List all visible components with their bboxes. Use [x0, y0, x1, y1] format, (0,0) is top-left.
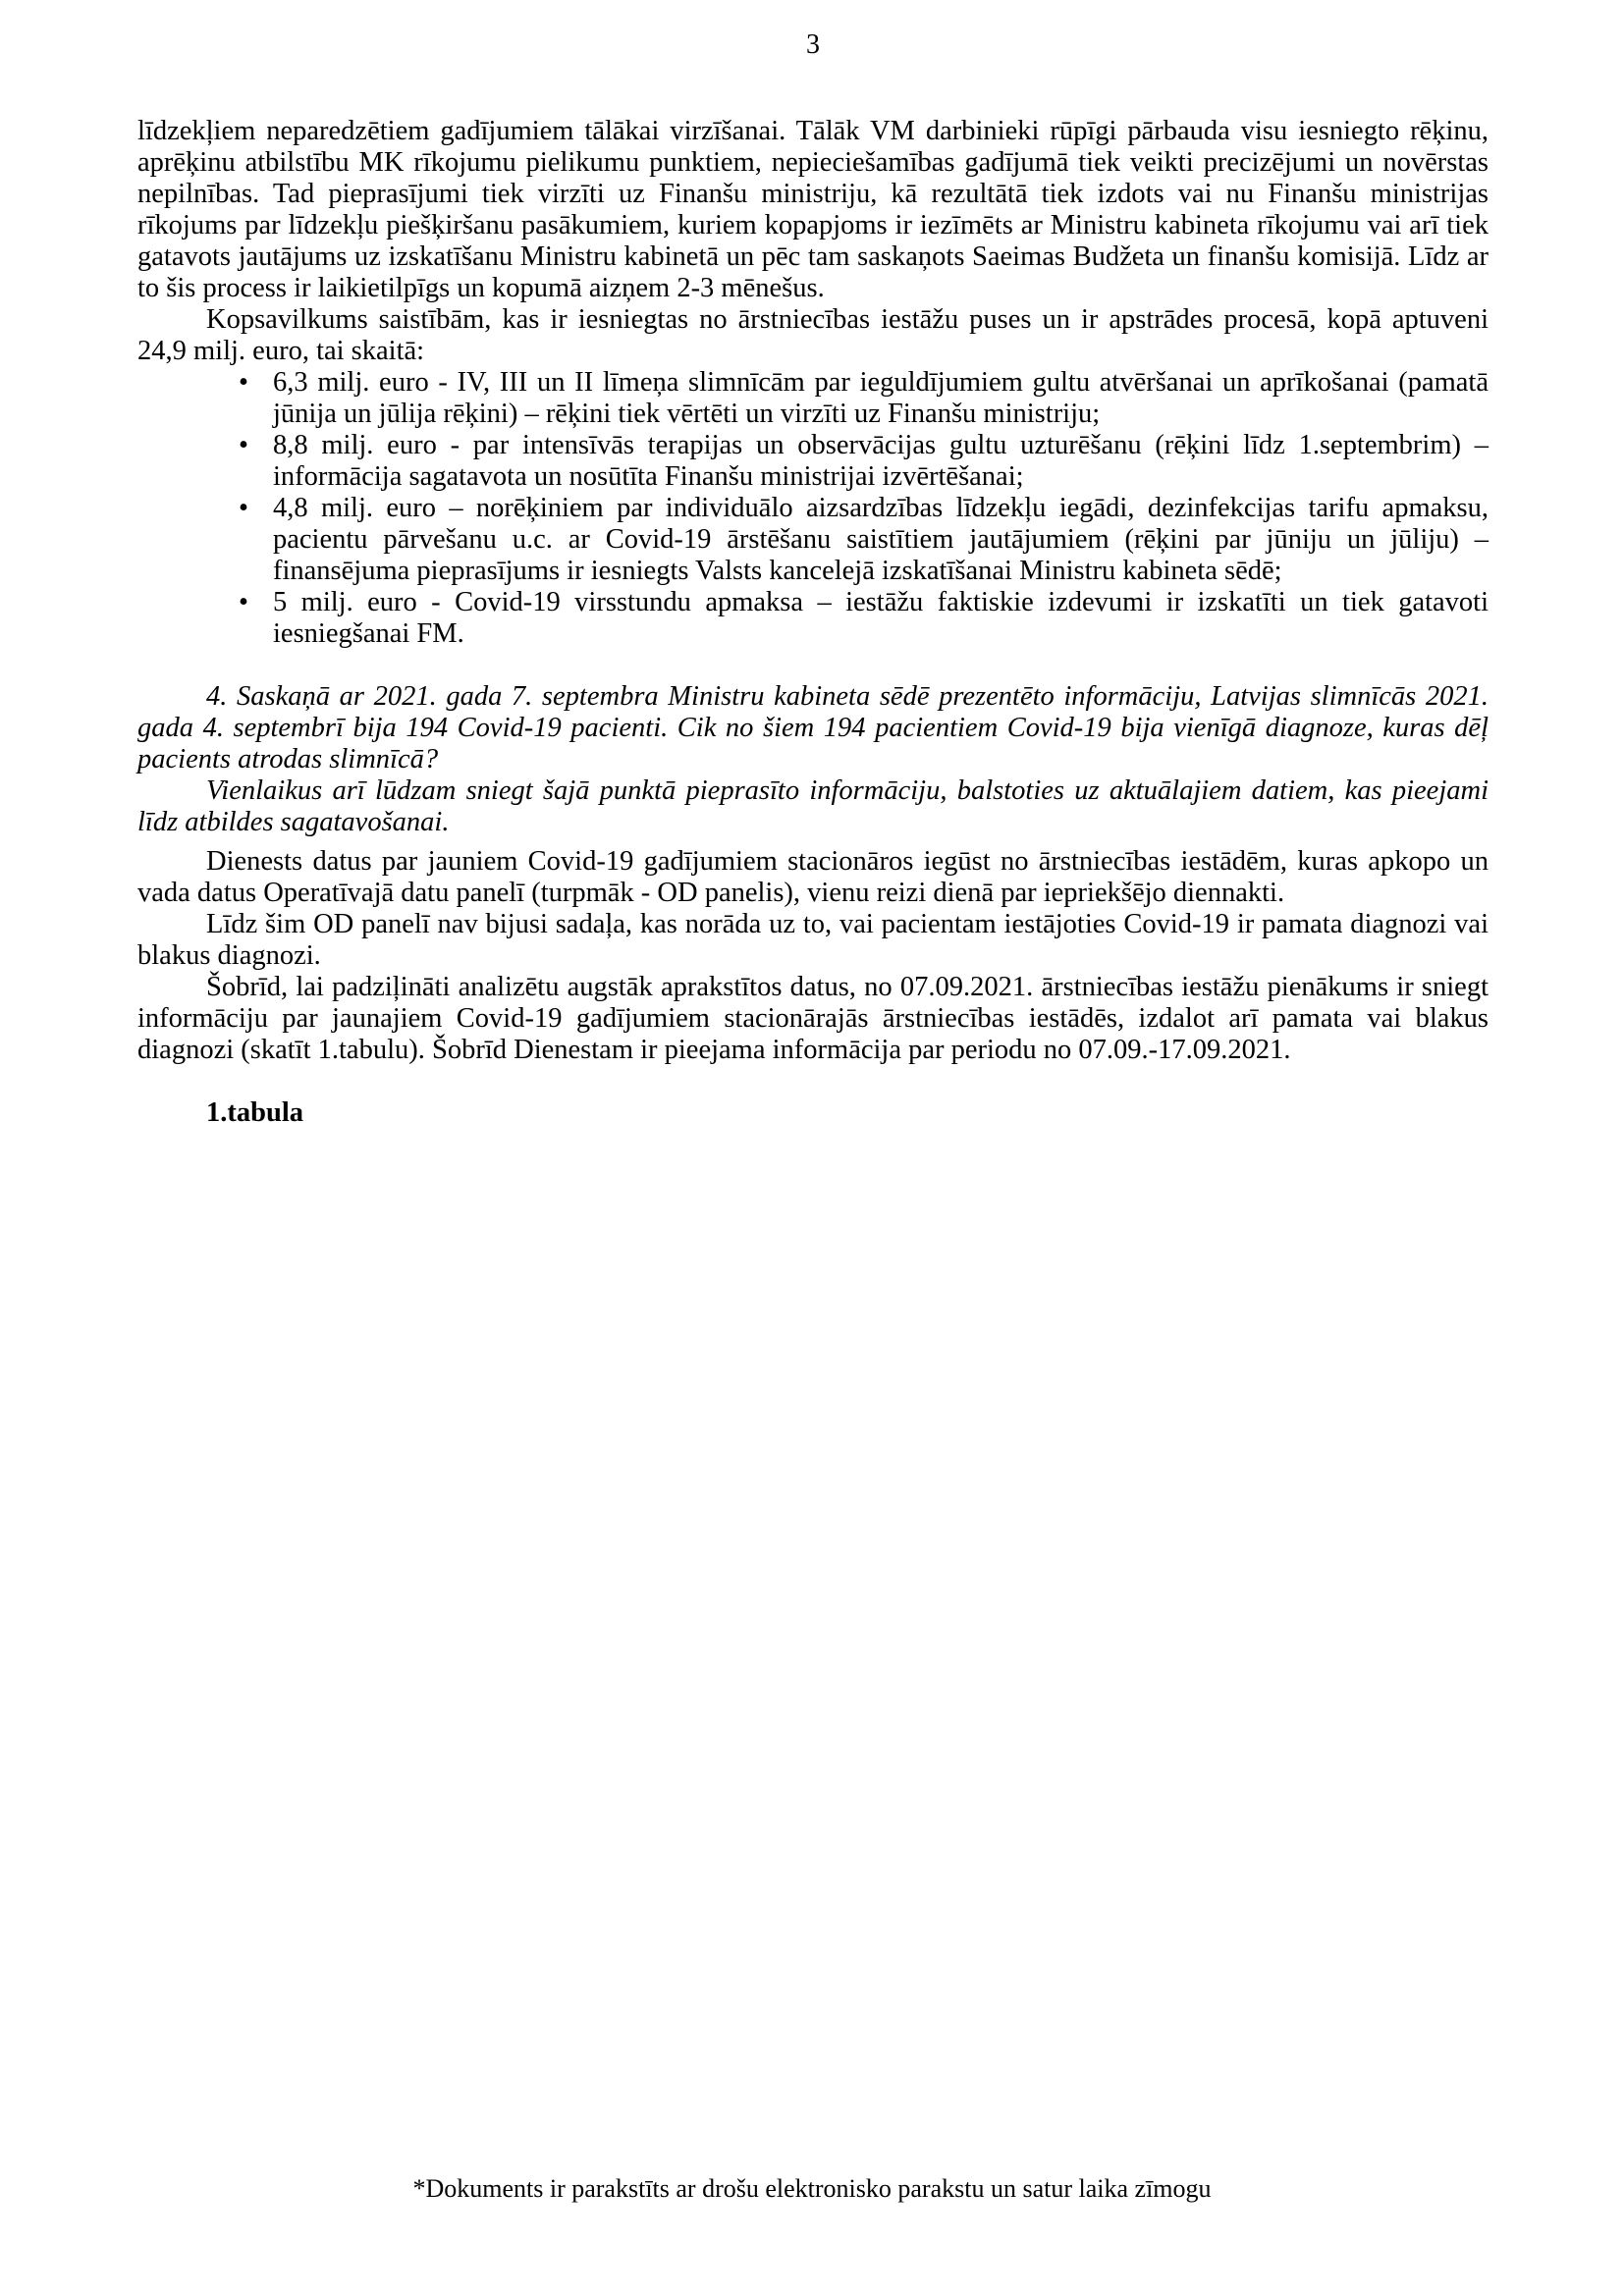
bullet-list: [137, 367, 1489, 650]
paragraph-od-panel: Līdz šim OD panelī nav bijusi sadaļa, kas norāda uz to, vai pacientam iestājoties Covid-19 ir pamata diagnozi vai blakus diagnozi.: [137, 909, 1489, 971]
paragraph-commitments-summary: Kopsavilkums saistībām, kas ir iesniegtas no ārstniecības iestāžu puses un ir apstrādes procesā, kopā aptuveni 24,9 milj. euro, tai skaitā:: [137, 304, 1489, 366]
paragraph-diagnosis-reporting: Šobrīd, lai padziļināti analizētu augstāk aprakstītos datus, no 07.09.2021. ārstniecības iestāžu pienākums ir sniegt informāciju par jaunajiem Covid-19 gadījumiem stacionārajās ārstniecības iestādēs, izdalot arī pamata vai blakus diagnozi (skatīt 1.tabulu). Šobrīd Dienestam ir pieejama informācija par periodu no 07.09.-17.09.2021.: [137, 972, 1489, 1065]
spacer: [137, 650, 1489, 681]
footer-signature-note: *Dokuments ir parakstīts ar drošu elektronisko parakstu un satur laika zīmogu: [412, 2174, 1212, 2203]
document-body: [137, 116, 1489, 1129]
table-label: 1.tabula: [206, 1097, 303, 1128]
list-item: • 5 milj. euro - Covid-19 virsstundu apmaksa – iestāžu faktiskie izdevumi ir izskatīti un tiek gatavoti iesniegšanai FM.: [137, 587, 1489, 650]
page-number: 3: [806, 29, 820, 60]
spacer: [137, 1066, 1489, 1097]
paragraph-question-4-note: Vienlaikus arī lūdzam sniegt šajā punktā pieprasīto informāciju, balstoties uz aktuālajiem datiem, kas pieejami līdz atbildes sagatavošanai.: [137, 775, 1489, 837]
paragraph-question-4: 4. Saskaņā ar 2021. gada 7. septembra Ministru kabineta sēdē prezentēto informāciju, Latvijas slimnīcās 2021. gada 4. septembrī bija 194 Covid-19 pacienti. Cik no šiem 194 pacientiem Covid-19 bija vienīgā diagnoze, kuras dēļ pacients atrodas slimnīcā?: [137, 681, 1489, 774]
list-item: • 8,8 milj. euro - par intensīvās terapijas un observācijas gultu uzturēšanu (rēķini līdz 1.septembrim) – informācija sagatavota un nosūtīta Finanšu ministrijai izvērtēšanai;: [137, 430, 1489, 493]
spacer: [137, 838, 1489, 846]
list-item: • 4,8 milj. euro – norēķiniem par individuālo aizsardzības līdzekļu iegādi, dezinfekcijas tarifu apmaksu, pacientu pārvešanu u.c. ar Covid-19 ārstēšanu saistītiem jautājumiem (rēķini par jūniju un jūliju) – finansējuma pieprasījums ir iesniegts Valsts kancelejā izskatīšanai Ministru kabineta sēdē;: [137, 493, 1489, 587]
paragraph-funding-process: līdzekļiem neparedzētiem gadījumiem tālākai virzīšanai. Tālāk VM darbinieki rūpīgi pārbauda visu iesniegto rēķinu, aprēķinu atbilstību MK rīkojumu pielikumu punktiem, nepieciešamības gadījumā tiek veikti precizējumi un novērstas nepilnības. Tad pieprasījumi tiek virzīti uz Finanšu ministriju, kā rezultātā tiek izdots vai nu Finanšu ministrijas rīkojums par līdzekļu piešķiršanu pasākumiem, kuriem kopapjoms ir iezīmēts ar Ministru kabineta rīkojumu vai arī tiek gatavots jautājums uz izskatīšanu Ministru kabinetā un pēc tam saskaņots Saeimas Budžeta un finanšu komisijā. Līdz ar to šis process ir laikietilpīgs un kopumā aizņem 2-3 mēnešus.: [137, 116, 1489, 303]
list-item: • 6,3 milj. euro - IV, III un II līmeņa slimnīcām par ieguldījumiem gultu atvēršanai un aprīkošanai (pamatā jūnija un jūlija rēķini) – rēķini tiek vērtēti un virzīti uz Finanšu ministriju;: [137, 367, 1489, 430]
paragraph-data-source: Dienests datus par jauniem Covid-19 gadījumiem stacionāros iegūst no ārstniecības iestādēm, kuras apkopo un vada datus Operatīvajā datu panelī (turpmāk - OD panelis), vienu reizi dienā par iepriekšējo diennakti.: [137, 846, 1489, 908]
